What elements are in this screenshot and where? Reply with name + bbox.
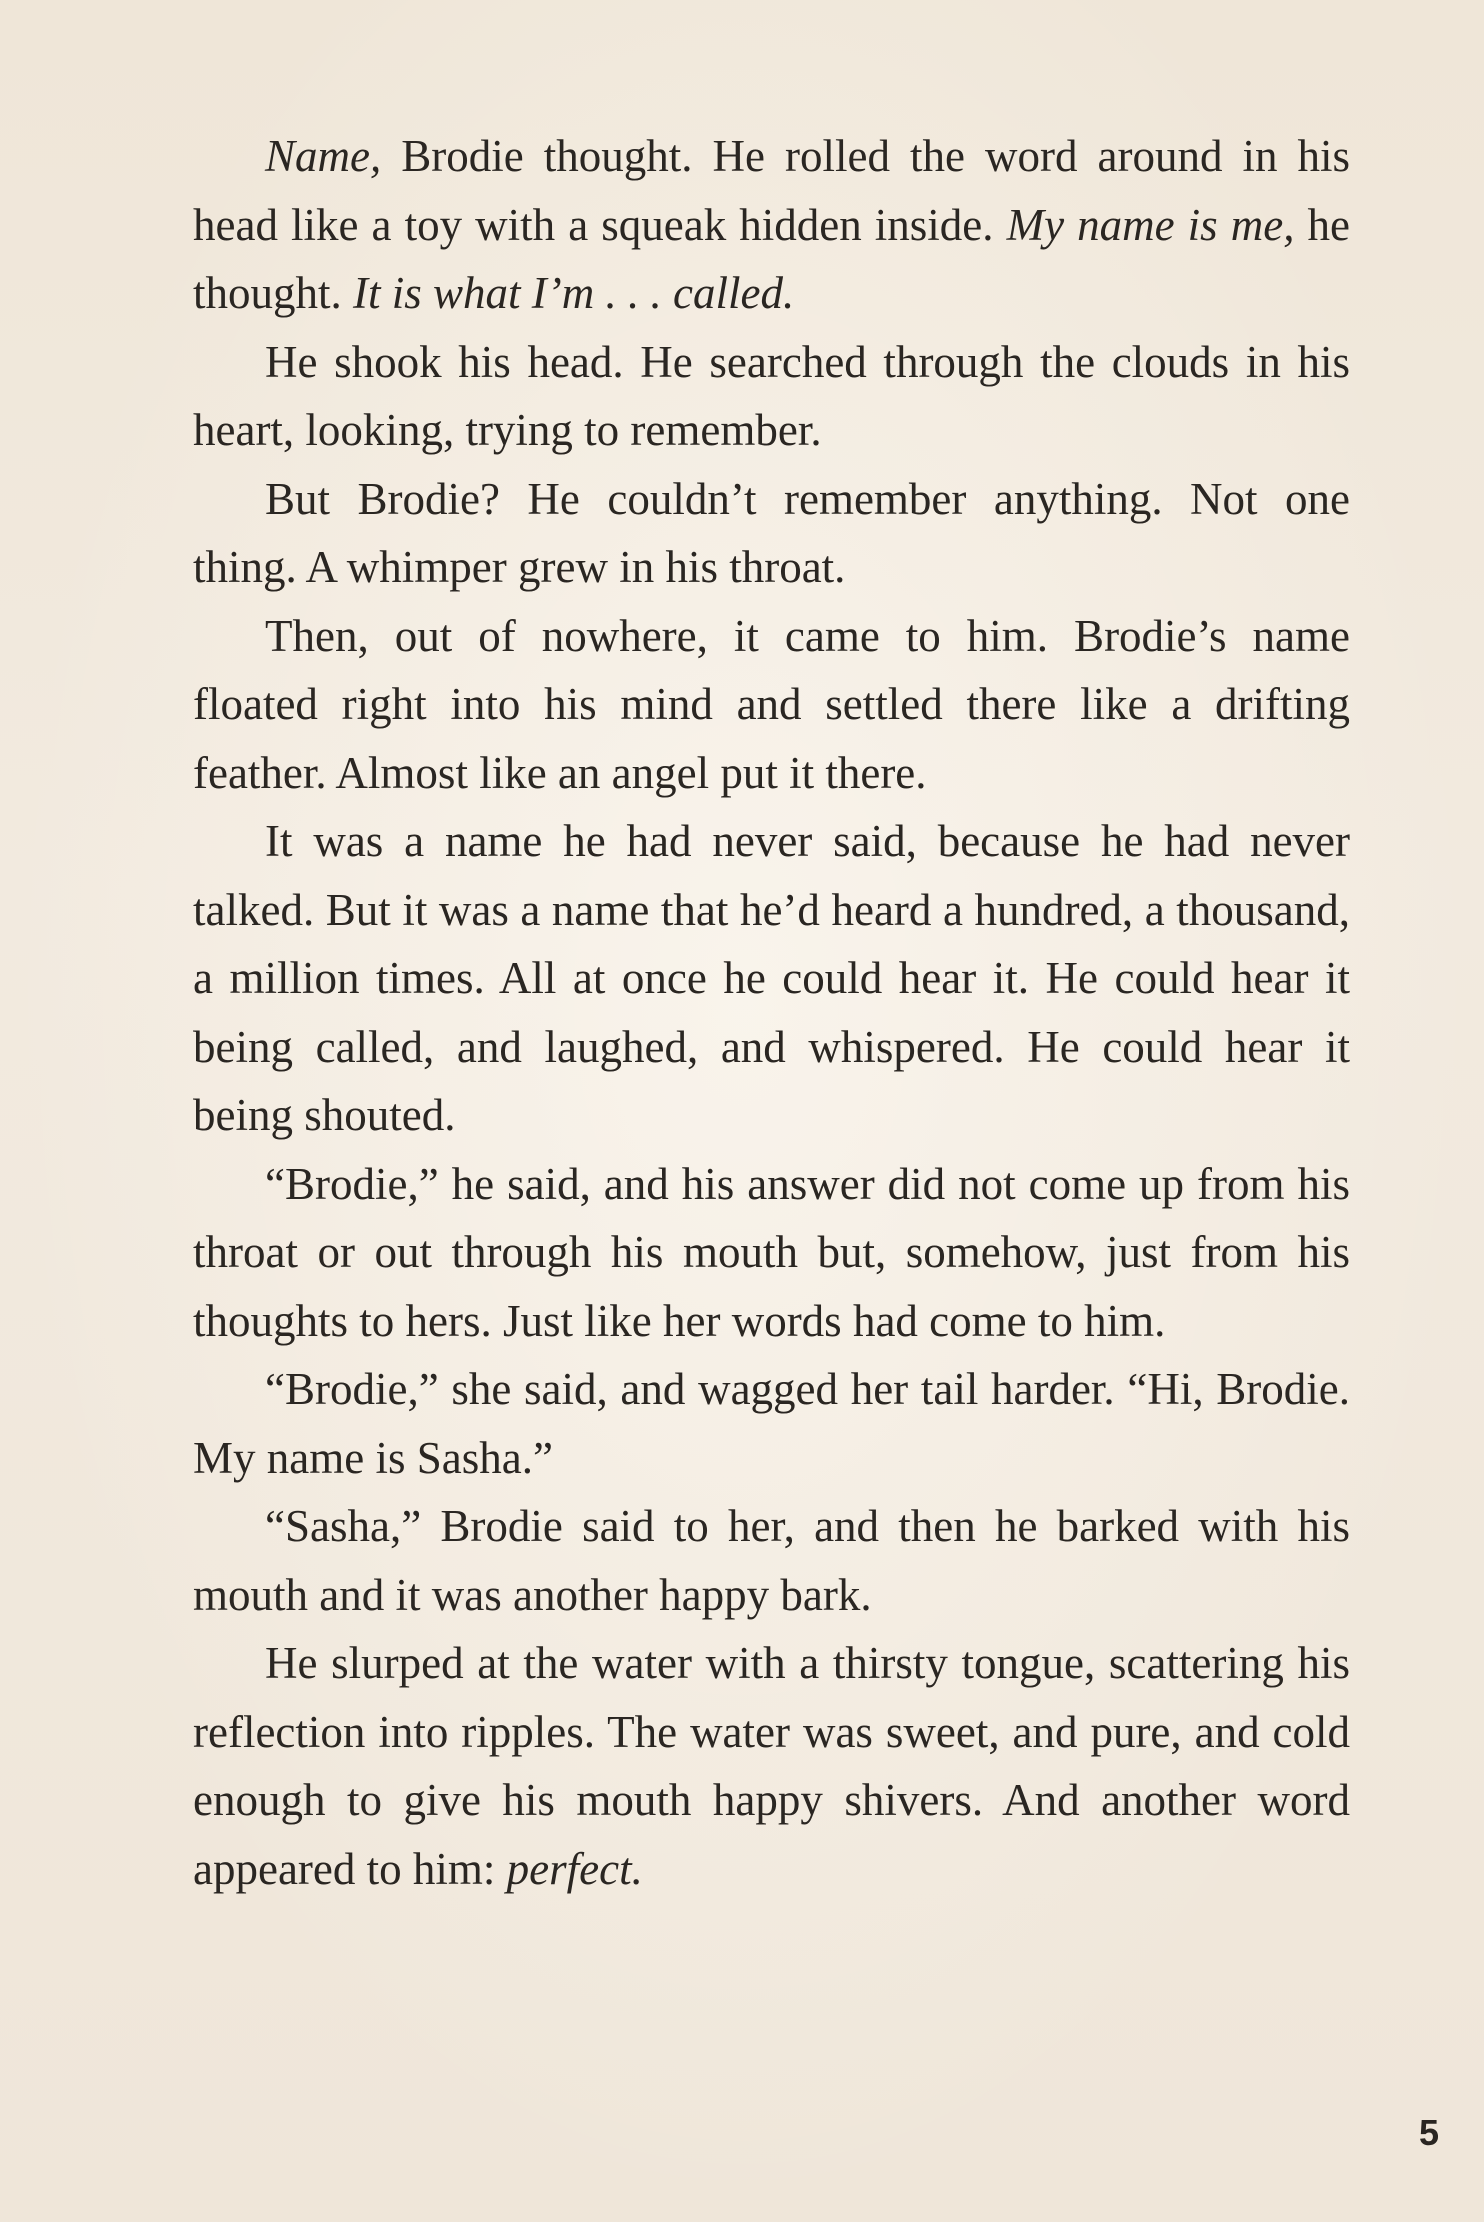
text-span: he thought.: [193, 199, 1350, 318]
text-span: “Brodie,” she said, and wagged her tail harder. “Hi, Brodie. My name is Sasha.”: [193, 1364, 1350, 1483]
paragraph: [193, 807, 1350, 1150]
text-span: “Sasha,” Brodie said to her, and then he barked with his mouth and it was another happy bark.: [193, 1501, 1350, 1620]
paragraph: [193, 1629, 1350, 1903]
text-span: He shook his head. He searched through the clouds in his heart, looking, trying to remember.: [193, 336, 1350, 455]
text-span: perfect.: [506, 1843, 643, 1894]
text-span: But Brodie? He couldn’t remember anything. Not one thing. A whimper grew in his throat.: [193, 473, 1350, 592]
paragraph: [193, 602, 1350, 808]
text-span: “Brodie,” he said, and his answer did not come up from his throat or out through his mouth but, somehow, just from his thoughts to hers. Just like her words had come to him.: [193, 1158, 1350, 1346]
text-span: It was a name he had never said, because he had never talked. But it was a name that he’d heard a hundred, a thousand, a million times. All at once he could hear it. He could hear it being called, and laughed, and whispered. He could hear it being shouted.: [193, 816, 1350, 1140]
paragraph: [193, 1355, 1350, 1492]
body-text: [193, 122, 1350, 1903]
text-span: Brodie thought. He rolled the word around in his head like a toy with a squeak hidden inside.: [193, 131, 1350, 250]
paragraph: [193, 1150, 1350, 1356]
paragraph: [193, 122, 1350, 328]
page-number: 5: [1418, 2112, 1439, 2153]
text-span: He slurped at the water with a thirsty tongue, scattering his reflection into ripples. The water was sweet, and pure, and cold enough to give his mouth happy shivers. And another word appeared to him:: [193, 1638, 1350, 1894]
paragraph: [193, 1492, 1350, 1629]
text-span: It is what I’m . . . called.: [353, 268, 795, 318]
paragraph: [193, 328, 1350, 465]
text-span: My name is me,: [1006, 199, 1295, 250]
paragraph: [193, 465, 1350, 602]
text-span: Then, out of nowhere, it came to him. Brodie’s name floated right into his mind and settled there like a drifting feather. Almost like an angel put it there.: [193, 610, 1350, 798]
text-span: Name,: [265, 131, 382, 181]
